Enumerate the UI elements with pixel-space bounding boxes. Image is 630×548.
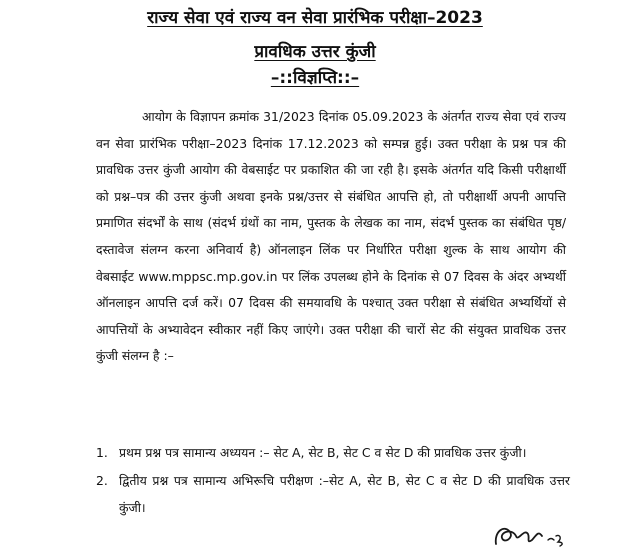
notice-label-text: –::विज्ञप्ति::– [270,68,360,88]
list-item-text: प्रथम प्रश्न पत्र सामान्य अध्ययन :– सेट A, सेट B, सेट C व सेट D की प्रावधिक उत्तर कुंजी। [119,445,527,460]
document-subtitle [0,41,630,63]
answer-key-list-item [96,468,570,521]
list-item-number: 1. [96,445,108,460]
list-item-text: द्वितीय प्रश्न पत्र सामान्य अभिरूचि परीक्षण :–सेट A, सेट B, सेट C व सेट D की प्रावधिक उत्तर कुंजी। [119,473,570,515]
list-item-number: 2. [96,473,108,488]
document-title [0,7,630,29]
notice-paragraph: आयोग के विज्ञापन क्रमांक 31/2023 दिनांक 05.09.2023 के अंतर्गत राज्य सेवा एवं राज्य वन सेवा प्रारंभिक परीक्षा–2023 दिनांक 17.12.2023 को सम्पन्न हुई। उक्त परीक्षा के प्रश्न पत्र की प्रावधिक उत्तर कुंजी आयोग की वेबसाईट पर प्रकाशित की जा रही है। इसके अंतर्गत यदि किसी परीक्षार्थी को प्रश्न–पत्र की उत्तर कुंजी अथवा इनके प्रश्न/उत्तर से संबंधित आपत्ति हो, तो परीक्षार्थी अपनी आपत्ति प्रमाणित संदर्भों के साथ (संदर्भ ग्रंथों का नाम, पुस्तक के लेखक का नाम, संदर्भ पुस्तक का संबंधित पृष्ठ/दस्तावेज संलग्न करना अनिवार्य है) ऑनलाइन लिंक पर निर्धारित परीक्षा शुल्क के साथ आयोग की वेबसाईट www.mppsc.mp.gov.in पर लिंक उपलब्ध होने के दिनांक से 07 दिवस के अंदर अभ्यर्थी ऑनलाइन आपत्ति दर्ज करें। 07 दिवस की समयावधि के पश्चात् उक्त परीक्षा से संबंधित अभ्यर्थियों से आपत्तियों के अभ्यावेदन स्वीकार नहीं किए जाएंगे। उक्त परीक्षा की चारों सेट की संयुक्त प्रावधिक उत्तर कुंजी संलग्न है :– [96,109,566,364]
answer-key-list-item [96,440,570,467]
document-subtitle-text: प्रावधिक उत्तर कुंजी [254,42,376,62]
notice-label [0,67,630,89]
document-title-text: राज्य सेवा एवं राज्य वन सेवा प्रारंभिक परीक्षा–2023 [147,8,483,28]
notice-body [96,104,566,370]
